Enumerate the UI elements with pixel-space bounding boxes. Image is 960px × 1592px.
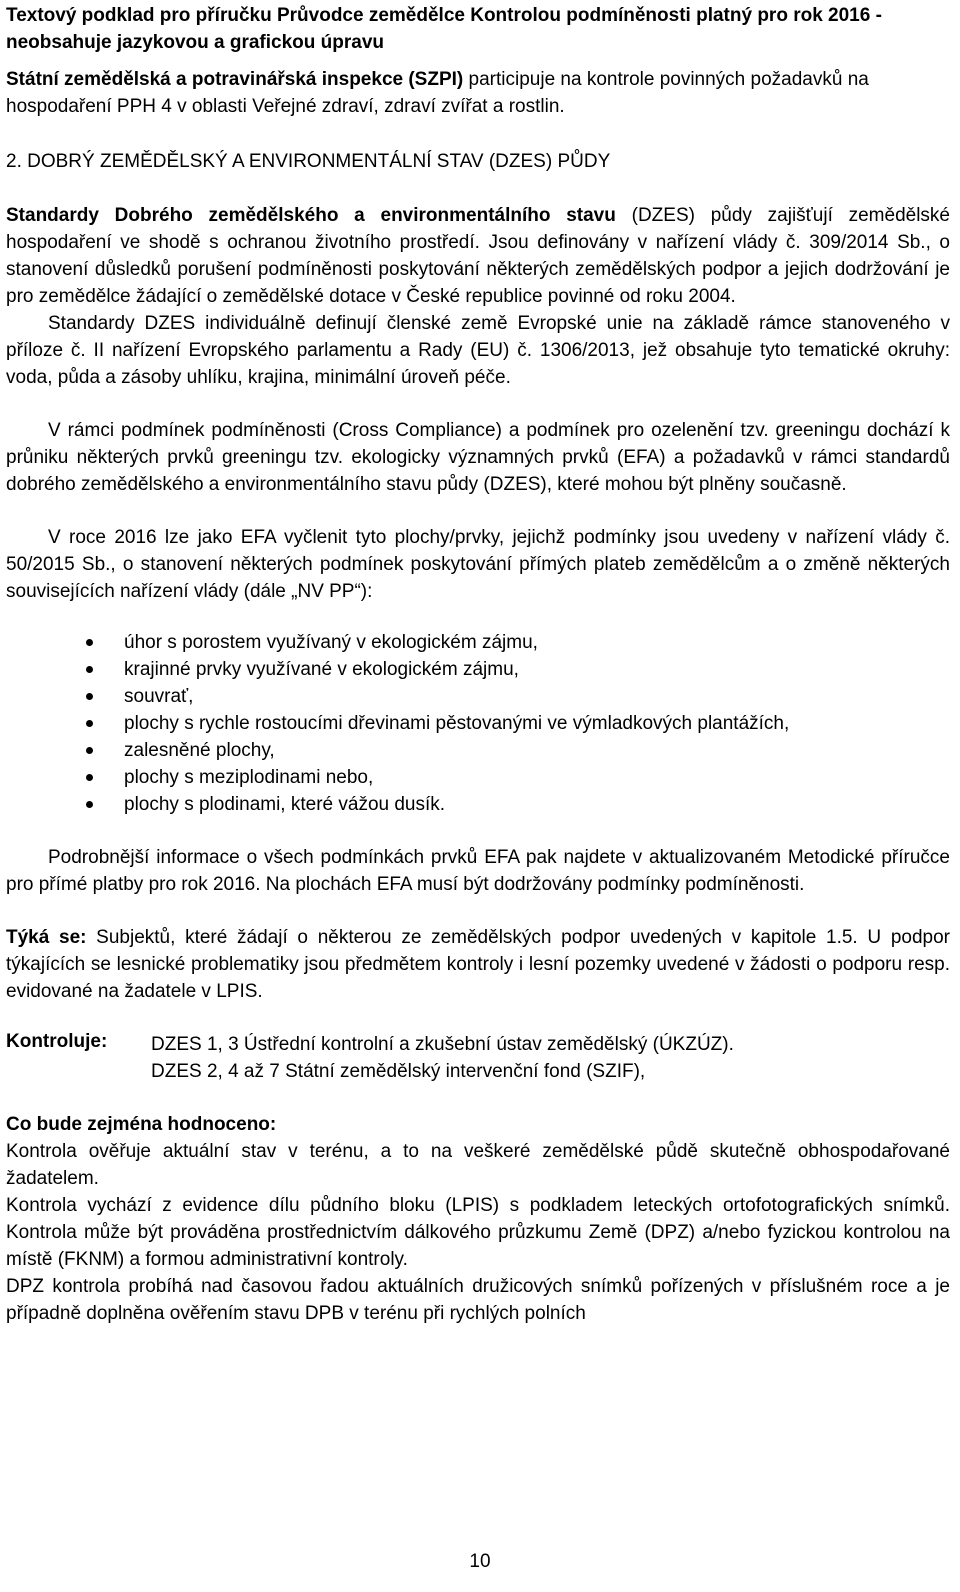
list-item: úhor s porostem využívaný v ekologickém zájmu, bbox=[6, 629, 950, 656]
list-item: plochy s meziplodinami nebo, bbox=[6, 764, 950, 791]
szpi-bold: Státní zemědělská a potravinářská inspekce (SZPI) bbox=[6, 69, 464, 90]
kontroluje-block bbox=[6, 1031, 950, 1085]
kontroluje-line: DZES 1, 3 Ústřední kontrolní a zkušební ústav zemědělský (ÚKZÚZ). bbox=[151, 1034, 734, 1055]
paragraph-dzes-intro bbox=[6, 202, 950, 310]
list-item: souvrať, bbox=[6, 683, 950, 710]
kontroluje-line: DZES 2, 4 až 7 Státní zemědělský intervenční fond (SZIF), bbox=[151, 1061, 646, 1082]
paragraph-efa-details: Podrobnější informace o všech podmínkách prvků EFA pak najdete v aktualizovaném Metodické příručce pro přímé platby pro rok 2016. Na plochách EFA musí být dodržovány podmínky podmíněnosti. bbox=[6, 847, 950, 895]
bullet-icon bbox=[86, 801, 93, 808]
paragraph-hodnoceno-2: Kontrola vychází z evidence dílu půdního bloku (LPIS) s podkladem leteckých ortofotografických snímků. Kontrola může být prováděna prostřednictvím dálkového průzkumu Země (DPZ) a/nebo fyzickou kontrolou na místě (FKNM) a formou administrativní kontroly. bbox=[6, 1195, 950, 1270]
bullet-icon bbox=[86, 747, 93, 754]
paragraph-hodnoceno-1: Kontrola ověřuje aktuální stav v terénu, a to na veškeré zemědělské půdě skutečně obhospodařované žadatelem. bbox=[6, 1141, 950, 1189]
document-header: Textový podklad pro příručku Průvodce zemědělce Kontrolou podmíněnosti platný pro rok 2016 - neobsahuje jazykovou a grafickou úpravu bbox=[6, 5, 882, 53]
szpi-rest: participuje na kontrole povinných požadavků na hospodaření PPH 4 v oblasti Veřejné zdraví, zdraví zvířat a rostlin. bbox=[6, 69, 869, 117]
document-page bbox=[6, 0, 950, 1327]
efa-list bbox=[6, 629, 950, 818]
szpi-paragraph bbox=[6, 66, 950, 120]
paragraph-hodnoceno-3: DPZ kontrola probíhá nad časovou řadou aktuálních družicových snímků pořízených v příslušném roce a je případně doplněna ověřením stavu DPB v terénu při rychlých polních bbox=[6, 1276, 950, 1324]
tyka-se-label: Týká se: bbox=[6, 927, 87, 948]
list-item: plochy s rychle rostoucími dřevinami pěstovanými ve výmladkových plantážích, bbox=[6, 710, 950, 737]
dzes-intro-rest: (DZES) půdy zajišťují zemědělské hospodaření ve shodě s ochranou životního prostředí. Jsou definovány v nařízení vlády č. 309/2014 Sb., o stanovení důsledků porušení podmíněnosti poskytování některých zemědělských podpor a jejich dodržování je pro zemědělce žádající o zemědělské dotace v České republice povinné od roku 2004. bbox=[6, 205, 950, 307]
bullet-icon bbox=[86, 693, 93, 700]
paragraph-cross-compliance: V rámci podmínek podmíněnosti (Cross Compliance) a podmínek pro ozelenění tzv. greeningu dochází k průniku některých prvků greeningu tzv. ekologicky významných prvků (EFA) a požadavků v rámci standardů dobrého zemědělského a environmentálního stavu půdy (DZES), které mohou být plněny současně. bbox=[6, 420, 950, 495]
paragraph-efa-2016: V roce 2016 lze jako EFA vyčlenit tyto plochy/prvky, jejichž podmínky jsou uvedeny v nařízení vlády č. 50/2015 Sb., o stanovení některých podmínek poskytování přímých plateb zemědělcům a o změně některých souvisejících nařízení vlády (dále „NV PP“): bbox=[6, 527, 950, 602]
page-number: 10 bbox=[469, 1551, 491, 1572]
kontroluje-label: Kontroluje: bbox=[6, 1031, 108, 1052]
paragraph-dzes-standards: Standardy DZES individuálně definují členské země Evropské unie na základě rámce stanoveného v příloze č. II nařízení Evropského parlamentu a Rady (EU) č. 1306/2013, jež obsahuje tyto tematické okruhy: voda, půda a zásoby uhlíku, krajina, minimální úroveň péče. bbox=[6, 313, 950, 388]
kontroluje-values bbox=[151, 1031, 734, 1085]
tyka-se-text: Subjektů, které žádají o některou ze zemědělských podpor uvedených v kapitole 1.5. U podpor týkajících se lesnické problematiky jsou předmětem kontroly i lesní pozemky uvedené v žádosti o podporu resp. evidované na žadatele v LPIS. bbox=[6, 927, 950, 1002]
list-item: zalesněné plochy, bbox=[6, 737, 950, 764]
hodnoceno-title: Co bude zejména hodnoceno: bbox=[6, 1114, 277, 1135]
bullet-icon bbox=[86, 666, 93, 673]
paragraph-tyka-se bbox=[6, 924, 950, 1005]
bullet-icon bbox=[86, 720, 93, 727]
section-title: 2. DOBRÝ ZEMĚDĚLSKÝ A ENVIRONMENTÁLNÍ STAV (DZES) PŮDY bbox=[6, 151, 611, 172]
bullet-icon bbox=[86, 774, 93, 781]
dzes-intro-bold: Standardy Dobrého zemědělského a environmentálního stavu bbox=[6, 205, 616, 226]
list-item: plochy s plodinami, které vážou dusík. bbox=[6, 791, 950, 818]
bullet-icon bbox=[86, 639, 93, 646]
list-item: krajinné prvky využívané v ekologickém zájmu, bbox=[6, 656, 950, 683]
